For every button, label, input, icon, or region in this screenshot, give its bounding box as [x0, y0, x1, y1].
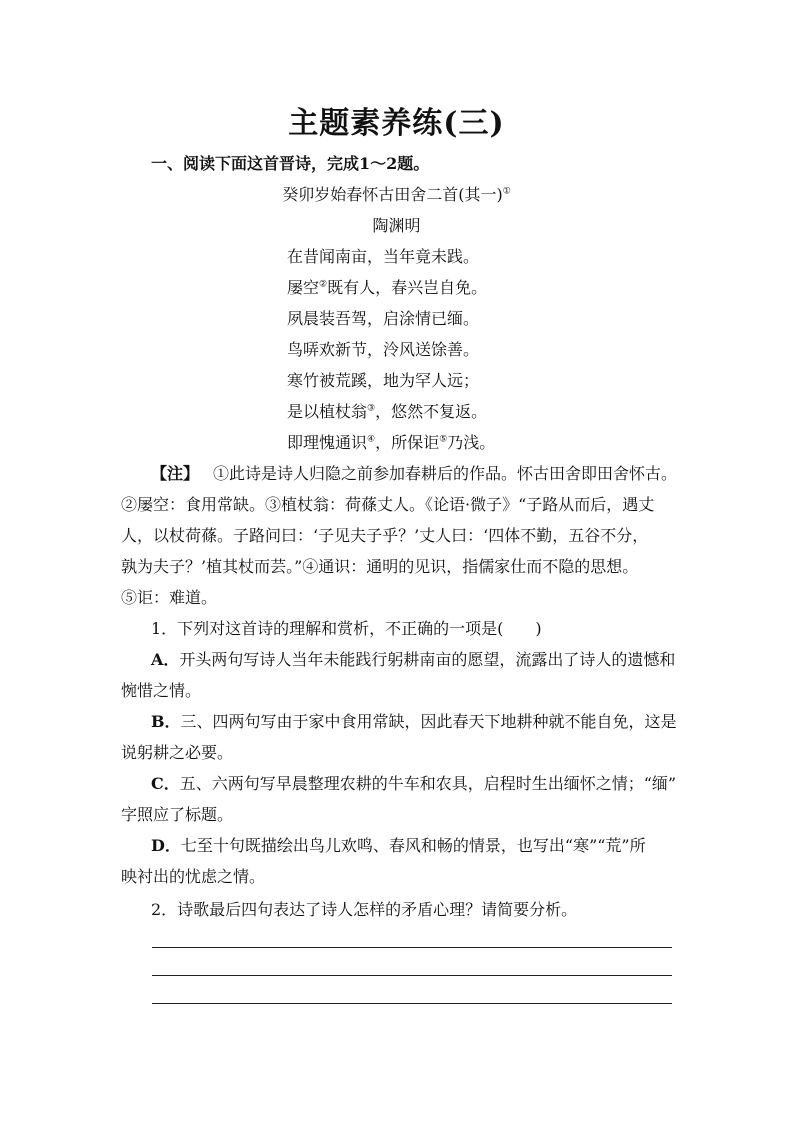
option-label: A．: [151, 650, 180, 669]
question-2-stem: 2．诗歌最后四句表达了诗人怎样的矛盾心理？请简要分析。: [151, 900, 578, 919]
option-label: C．: [151, 774, 180, 793]
poem-line: 是以植杖翁③，悠然不复返。: [287, 402, 488, 421]
poem-line: 在昔闻南亩，当年竟未践。: [287, 247, 480, 266]
poem-title-text: 癸卯岁始春怀古田舍二首(其一): [282, 185, 503, 204]
poem-line: 屡空②既有人，春兴岂自免。: [287, 278, 488, 297]
notes-line: ②屡空：食用常缺。③植杖翁：荷蓧丈人。《论语·微子》“子路从而后，遇丈: [121, 495, 655, 514]
option-b-continued: 说躬耕之必要。: [121, 743, 234, 762]
option-label: B．: [151, 712, 181, 731]
answer-line[interactable]: [152, 947, 672, 948]
poem-line: 夙晨装吾驾，启涂情已缅。: [287, 309, 480, 328]
notes-line: 人，以杖荷蓧。子路问曰：‘子见夫子乎？’丈人曰：‘四体不勤，五谷不分，: [121, 526, 649, 545]
notes-line: 孰为夫子？’植其杖而芸。”④通识：通明的见识，指儒家仕而不隐的思想。: [121, 557, 639, 576]
section-instruction: 一、阅读下面这首晋诗，完成1～2题。: [151, 154, 430, 173]
option-a: A．开头两句写诗人当年未能践行躬耕南亩的愿望，流露出了诗人的遗憾和: [151, 650, 676, 669]
option-label: D．: [151, 836, 181, 855]
footnote-mark: ⑤: [439, 434, 448, 445]
footnote-mark: ④: [367, 434, 376, 445]
option-d-continued: 映衬出的忧虑之情。: [121, 867, 266, 886]
option-c-continued: 字照应了标题。: [121, 805, 234, 824]
footnote-mark: ③: [367, 403, 376, 414]
footnote-mark: ②: [319, 279, 328, 290]
notes-line: ⑤讵：难道。: [121, 588, 218, 607]
answer-line[interactable]: [152, 975, 672, 976]
option-c: C．五、六两句写早晨整理农耕的牛车和农具，启程时生出缅怀之情；“缅”: [151, 774, 677, 793]
notes-first-line: 【注】 ①此诗是诗人归隐之前参加春耕后的作品。怀古田舍即田舍怀古。: [151, 464, 678, 483]
notes-label: 【注】: [151, 464, 200, 483]
option-a-continued: 惋惜之情。: [121, 681, 202, 700]
option-d: D．七至十句既描绘出鸟儿欢鸣、春风和畅的情景，也写出“寒”“荒”所: [151, 836, 646, 855]
page-title: 主题素养练(三): [288, 106, 505, 141]
question-1-stem: 1．下列对这首诗的理解和赏析，不正确的一项是( ): [151, 619, 542, 638]
poem-line: 即理愧通识④，所保讵⑤乃浅。: [287, 433, 496, 452]
poem-author: 陶渊明: [372, 216, 421, 235]
poem-line: 寒竹被荒蹊，地为罕人远；: [287, 371, 480, 390]
option-b: B．三、四两句写由于家中食用常缺，因此春天下地耕种就不能自免，这是: [151, 712, 677, 731]
poem-title-footnote-mark: ①: [502, 186, 511, 197]
poem-line: 鸟哢欢新节，泠风送馀善。: [287, 340, 480, 359]
poem-title: [0, 185, 793, 205]
answer-line[interactable]: [152, 1003, 672, 1004]
